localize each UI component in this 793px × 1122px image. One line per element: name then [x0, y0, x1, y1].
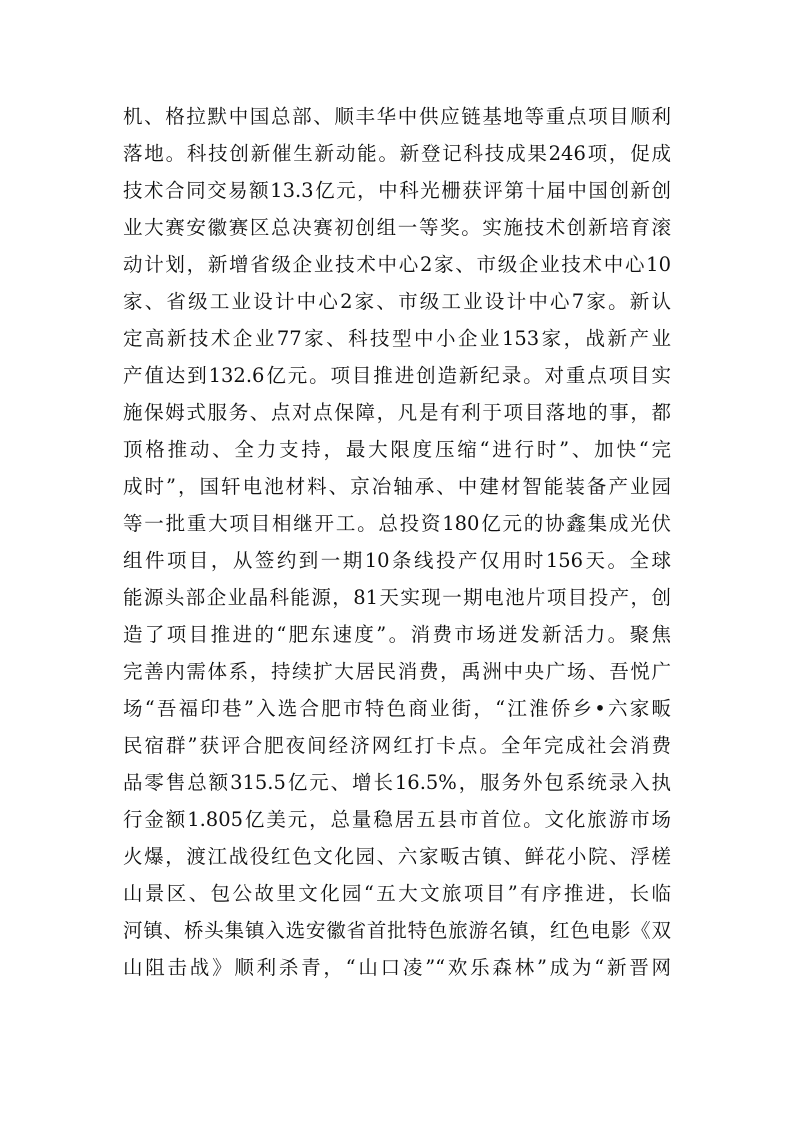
text-line: 落地。科技创新催生新动能。新登记科技成果246项，促成 — [123, 142, 671, 165]
text-line: 等一批重大项目相继开工。总投资180亿元的协鑫集成光伏 — [123, 512, 671, 535]
text-line: 成时”，国轩电池材料、京冶轴承、中建材智能装备产业园 — [123, 475, 671, 498]
text-line: 机、格拉默中国总部、顺丰华中供应链基地等重点项目顺利 — [123, 105, 671, 128]
text-line: 定高新技术企业77家、科技型中小企业153家，战新产业 — [123, 327, 671, 350]
text-line: 完善内需体系，持续扩大居民消费，禹洲中央广场、吾悦广 — [123, 660, 671, 683]
body-paragraph — [123, 98, 671, 986]
text-line: 能源头部企业晶科能源，81天实现一期电池片项目投产，创 — [123, 586, 671, 609]
text-line: 施保姆式服务、点对点保障，凡是有利于项目落地的事，都 — [123, 401, 671, 424]
text-line: 动计划，新增省级企业技术中心2家、市级企业技术中心10 — [123, 253, 671, 276]
text-line: 产值达到132.6亿元。项目推进创造新纪录。对重点项目实 — [123, 364, 671, 387]
text-line: 组件项目，从签约到一期10条线投产仅用时156天。全球 — [123, 549, 671, 572]
text-line: 火爆，渡江战役红色文化园、六家畈古镇、鲜花小院、浮槎 — [123, 845, 671, 868]
text-line: 造了项目推进的“肥东速度”。消费市场迸发新活力。聚焦 — [123, 623, 671, 646]
text-line: 技术合同交易额13.3亿元，中科光栅获评第十届中国创新创 — [123, 179, 671, 202]
text-line: 场“吾福印巷”入选合肥市特色商业街，“江淮侨乡•六家畈 — [123, 697, 671, 720]
text-line: 河镇、桥头集镇入选安徽省首批特色旅游名镇，红色电影《双 — [123, 919, 671, 942]
text-line: 品零售总额315.5亿元、增长16.5%，服务外包系统录入执 — [123, 771, 671, 794]
text-line: 业大赛安徽赛区总决赛初创组一等奖。实施技术创新培育滚 — [123, 216, 671, 239]
text-line: 山阻击战》顺利杀青，“山口凌”“欢乐森林”成为“新晋网 — [123, 956, 671, 979]
text-line: 行金额1.805亿美元，总量稳居五县市首位。文化旅游市场 — [123, 808, 671, 831]
text-line: 家、省级工业设计中心2家、市级工业设计中心7家。新认 — [123, 290, 671, 313]
text-line: 山景区、包公故里文化园“五大文旅项目”有序推进，长临 — [123, 882, 671, 905]
text-line: 顶格推动、全力支持，最大限度压缩“进行时”、加快“完 — [123, 438, 671, 461]
text-line: 民宿群”获评合肥夜间经济网红打卡点。全年完成社会消费 — [123, 734, 671, 757]
